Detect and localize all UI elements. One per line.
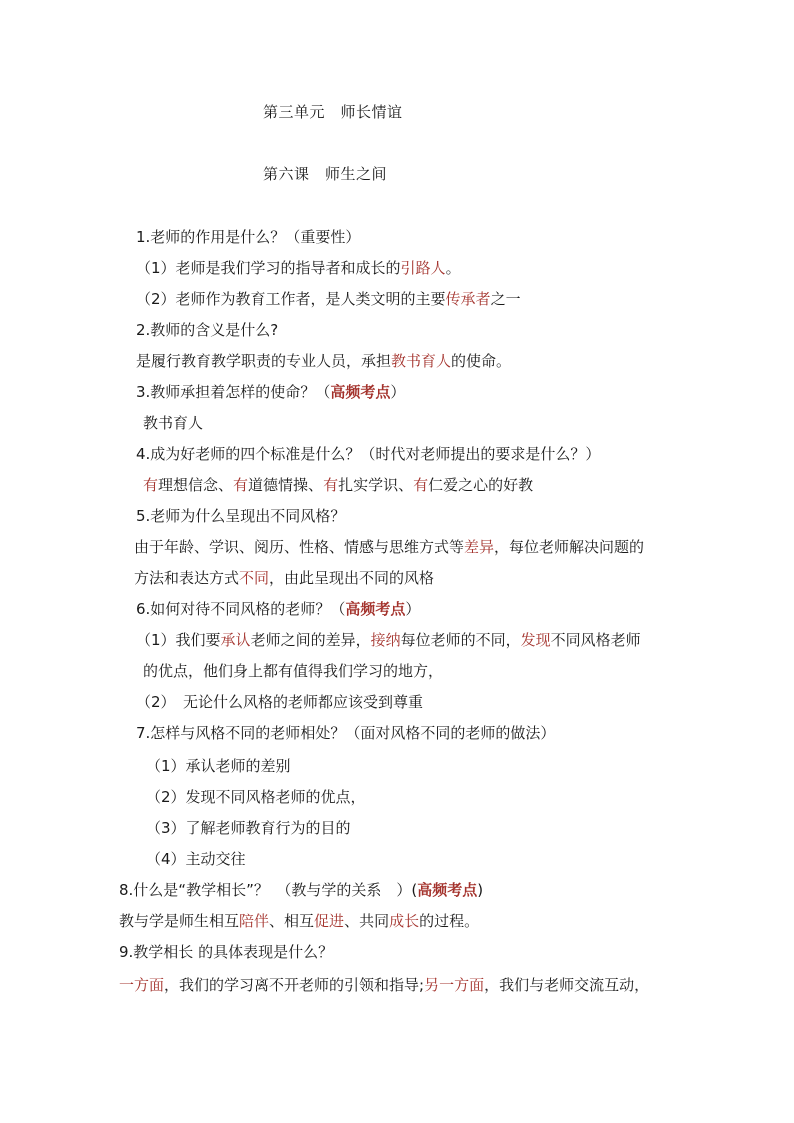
question-4 <box>136 444 600 464</box>
text-segment: 、共同 <box>344 912 390 930</box>
question-9 <box>119 942 333 962</box>
highlight-keyword: 另一方面 <box>424 976 485 994</box>
highlight-keyword: 一方面 <box>119 976 165 994</box>
text-segment: 7.怎样与风格不同的老师相处？（面对风格不同的老师的做法） <box>136 724 556 742</box>
answer-7-1 <box>146 756 291 776</box>
text-segment: （2）老师作为教育工作者，是人类文明的主要 <box>136 290 446 308</box>
question-2 <box>136 320 278 340</box>
text-segment: 不同风格老师 <box>550 631 641 649</box>
answer-9 <box>119 975 649 995</box>
text-segment: ，每位老师解决问题的 <box>494 538 645 556</box>
text-segment: 的优点，他们身上都有值得我们学习的地方， <box>143 662 444 680</box>
text-segment: ，我们与老师交流互动， <box>484 976 650 994</box>
highlight-keyword: 有 <box>323 476 339 494</box>
text-segment: （2）发现不同风格老师的优点， <box>146 788 366 806</box>
highlight-keyword: 成长 <box>389 912 420 930</box>
text-segment: （3）了解老师教育行为的目的 <box>146 819 351 837</box>
question-7 <box>136 723 555 743</box>
highlight-keyword: 有 <box>143 476 159 494</box>
text-segment: 老师之间的差异， <box>250 631 371 649</box>
text-segment: 之一 <box>490 290 521 308</box>
text-segment: 道德情操、 <box>248 476 324 494</box>
text-segment: ，我们的学习离不开老师的引领和指导; <box>164 976 425 994</box>
text-segment: 是履行教育教学职责的专业人员，承担 <box>136 352 392 370</box>
text-segment: 3.教师承担着怎样的使命？（ <box>136 383 331 401</box>
text-segment: 8.什么是“教学相长”？ （教与学的关系 ）( <box>119 881 418 899</box>
text-segment: （1）承认老师的差别 <box>146 757 291 775</box>
text-segment: 、相互 <box>269 912 315 930</box>
highlight-keyword: 有 <box>413 476 429 494</box>
highlight-keyword: 差异 <box>464 538 495 556</box>
high-frequency-tag: 高频考点 <box>330 383 391 401</box>
text-segment: 的过程。 <box>419 912 480 930</box>
text-segment: 5.老师为什么呈现出不同风格？ <box>136 507 346 525</box>
question-8 <box>119 880 483 900</box>
highlight-keyword: 传承者 <box>445 290 491 308</box>
answer-2 <box>136 351 511 371</box>
text-segment: （4）主动交往 <box>146 850 246 868</box>
highlight-keyword: 教书育人 <box>391 352 452 370</box>
text-segment: 4.成为好老师的四个标准是什么？（时代对老师提出的要求是什么？） <box>136 445 601 463</box>
text-segment: 由于年龄、学识、阅历、性格、情感与思维方式等 <box>134 538 465 556</box>
answer-6-2 <box>136 692 423 712</box>
question-6 <box>136 599 420 619</box>
text-segment: （2） 无论什么风格的老师都应该受到尊重 <box>136 693 424 711</box>
text-segment: 教书育人 <box>143 414 204 432</box>
answer-5-line-2 <box>134 568 434 588</box>
answer-8 <box>119 911 479 931</box>
highlight-keyword: 引路人 <box>400 259 446 277</box>
answer-6-1 <box>136 630 641 650</box>
text-segment: （1）我们要 <box>136 631 221 649</box>
text-segment: ，由此呈现出不同的风格 <box>269 569 435 587</box>
text-segment: 方法和表达方式 <box>134 569 240 587</box>
lesson-title: 第六课 师生之间 <box>263 165 388 183</box>
text-segment: 1.老师的作用是什么？（重要性） <box>136 228 361 246</box>
answer-6-1-cont <box>143 661 443 681</box>
text-segment: 教与学是师生相互 <box>119 912 240 930</box>
question-1 <box>136 227 360 247</box>
text-segment: 6.如何对待不同风格的老师？（ <box>136 600 346 618</box>
text-segment: ) <box>477 881 484 899</box>
highlight-keyword: 不同 <box>239 569 270 587</box>
highlight-keyword: 接纳 <box>370 631 401 649</box>
highlight-keyword: 促进 <box>314 912 345 930</box>
high-frequency-tag: 高频考点 <box>345 600 406 618</box>
text-segment: 的使命。 <box>451 352 512 370</box>
text-segment: （1）老师是我们学习的指导者和成长的 <box>136 259 401 277</box>
answer-3 <box>143 413 203 433</box>
answer-1-2 <box>136 289 521 309</box>
text-segment: 理想信念、 <box>158 476 234 494</box>
text-segment: 9.教学相长 的具体表现是什么？ <box>119 943 334 961</box>
text-segment: 。 <box>445 259 461 277</box>
high-frequency-tag: 高频考点 <box>417 881 478 899</box>
answer-7-2 <box>146 787 366 807</box>
question-5 <box>136 506 345 526</box>
answer-1-1 <box>136 258 461 278</box>
text-segment: ） <box>390 383 406 401</box>
answer-5-line-1 <box>134 537 644 557</box>
highlight-keyword: 承认 <box>220 631 251 649</box>
text-segment: 仁爱之心的好教 <box>428 476 534 494</box>
text-segment: 扎实学识、 <box>338 476 414 494</box>
question-3 <box>136 382 405 402</box>
highlight-keyword: 有 <box>233 476 249 494</box>
unit-title: 第三单元 师长情谊 <box>263 103 403 121</box>
text-segment: ） <box>405 600 421 618</box>
highlight-keyword: 发现 <box>520 631 551 649</box>
answer-4 <box>143 475 533 495</box>
text-segment: 每位老师的不同， <box>400 631 521 649</box>
answer-7-3 <box>146 818 351 838</box>
highlight-keyword: 陪伴 <box>239 912 270 930</box>
text-segment: 2.教师的含义是什么? <box>136 321 279 339</box>
answer-7-4 <box>146 849 246 869</box>
